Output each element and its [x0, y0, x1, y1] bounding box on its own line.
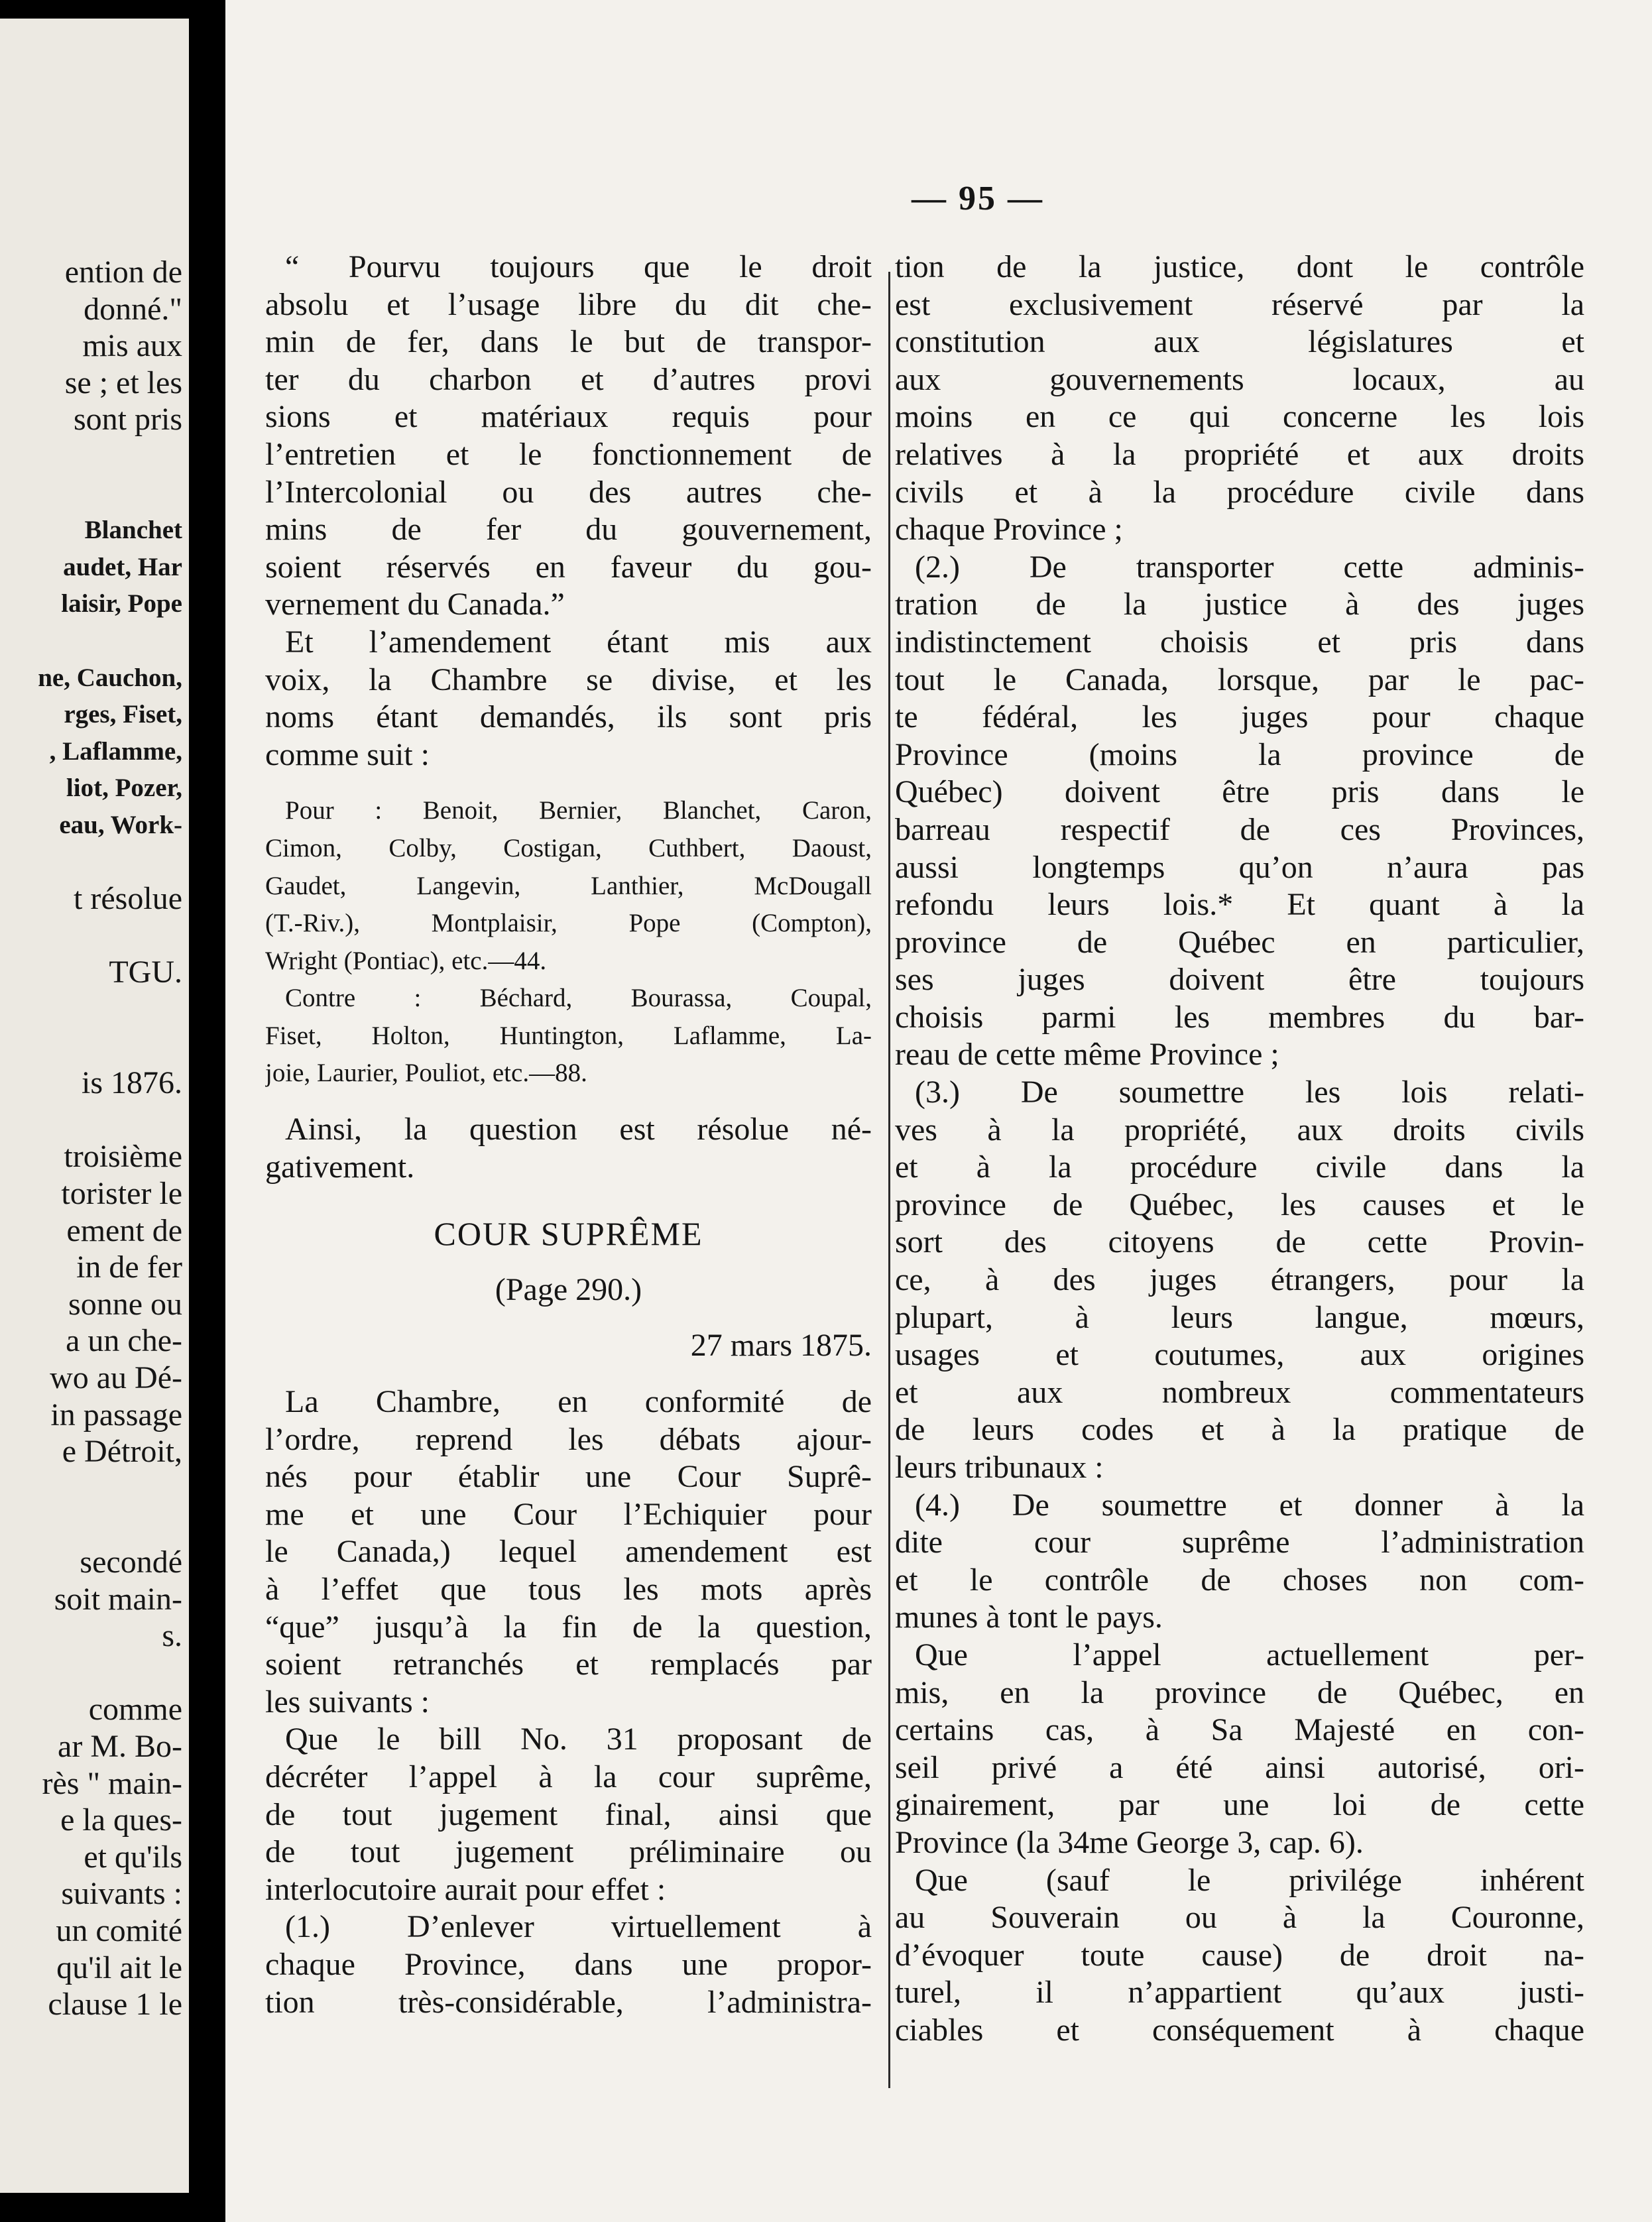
- text-line: ves à la propriété, aux droits civils: [895, 1112, 1584, 1147]
- fragment-line: soit main-: [54, 1581, 182, 1617]
- text-line: ce, à des juges étrangers, pour la: [895, 1262, 1584, 1298]
- text-line: (2.) De transporter cette adminis-: [915, 549, 1584, 585]
- text-line: aux gouvernements locaux, au: [895, 361, 1584, 397]
- text-line: indistinctement choisis et pris dans: [895, 624, 1584, 660]
- fragment-line: secondé: [80, 1545, 182, 1580]
- fragment-line: liot, Pozer,: [66, 774, 182, 803]
- text-line: tout le Canada, lorsque, par le pac-: [895, 662, 1584, 697]
- fragment-line: wo au Dé-: [50, 1360, 182, 1395]
- text-line: noms étant demandés, ils sont pris: [265, 699, 872, 735]
- text-line: décréter l’appel à la cour suprême,: [265, 1759, 872, 1794]
- fragment-line: sont pris: [73, 402, 182, 438]
- fragment-line: suivants :: [61, 1876, 182, 1912]
- text-line: tration de la justice à des juges: [895, 587, 1584, 622]
- text-line: Que le bill No. 31 proposant de: [285, 1722, 872, 1757]
- fragment-line: a un che-: [66, 1323, 182, 1359]
- text-line: nés pour établir une Cour Suprê-: [265, 1459, 872, 1495]
- text-line: ciables et conséquement à chaque: [895, 2012, 1584, 2048]
- text-line: ses juges doivent être toujours: [895, 962, 1584, 998]
- text-line: les suivants :: [265, 1684, 430, 1720]
- fragment-line: donné.": [84, 291, 182, 327]
- vote-line: (T.-Riv.), Montplaisir, Pope (Compton),: [265, 909, 872, 938]
- vote-line: Cimon, Colby, Costigan, Cuthbert, Daoust,: [265, 833, 872, 862]
- fragment-line: Blanchet: [84, 516, 182, 545]
- text-line: (4.) De soumettre et donner à la: [915, 1487, 1584, 1523]
- fragment-line: ne, Cauchon,: [38, 663, 182, 692]
- date-line: 27 mars 1875.: [690, 1328, 872, 1364]
- text-line: province de Québec en particulier,: [895, 924, 1584, 960]
- text-line: de tout jugement final, ainsi que: [265, 1796, 872, 1832]
- text-line: sions et matériaux requis pour: [265, 399, 872, 435]
- text-line: Province (la 34me George 3, cap. 6).: [895, 1824, 1364, 1860]
- facing-page-fragment: [0, 19, 189, 2193]
- text-line: mis, en la province de Québec, en: [895, 1674, 1584, 1710]
- fragment-line: sonne ou: [68, 1286, 182, 1322]
- text-line: relatives à la propriété et aux droits: [895, 436, 1584, 472]
- text-line: d’évoquer toute cause) de droit na-: [895, 1937, 1584, 1973]
- text-line: l’Intercolonial ou des autres che-: [265, 474, 872, 510]
- text-line: me et une Cour l’Echiquier pour: [265, 1496, 872, 1532]
- fragment-line: ar M. Bo-: [58, 1729, 182, 1764]
- text-line: sort des citoyens de cette Provin-: [895, 1224, 1584, 1260]
- vote-line: Contre : Béchard, Bourassa, Coupal,: [285, 984, 872, 1013]
- fragment-line: troisième: [64, 1139, 182, 1175]
- page-reference: (Page 290.): [495, 1271, 642, 1307]
- fragment-line: TGU.: [109, 955, 182, 990]
- text-line: dite cour suprême l’administration: [895, 1525, 1584, 1560]
- text-line: absolu et l’usage libre du dit che-: [265, 286, 872, 322]
- page: [225, 0, 1652, 2222]
- text-line: (1.) D’enlever virtuellement à: [285, 1909, 872, 1945]
- text-line: refondu leurs lois.* Et quant à la: [895, 887, 1584, 923]
- text-line: vernement du Canada.”: [265, 587, 565, 622]
- text-line: usages et coutumes, aux origines: [895, 1337, 1584, 1373]
- text-line: et le contrôle de choses non com-: [895, 1562, 1584, 1598]
- text-line: soient retranchés et remplacés par: [265, 1647, 872, 1682]
- vote-line: Pour : Benoit, Bernier, Blanchet, Caron,: [285, 796, 872, 825]
- text-line: tion très-considérable, l’administra-: [265, 1984, 872, 2020]
- text-line: Ainsi, la question est résolue né-: [285, 1112, 872, 1147]
- text-line: constitution aux législatures et: [895, 324, 1584, 360]
- text-line: reau de cette même Province ;: [895, 1037, 1279, 1073]
- text-line: Que l’appel actuellement per-: [915, 1637, 1584, 1672]
- fragment-line: in passage: [50, 1397, 182, 1433]
- vote-line: Fiset, Holton, Huntington, Laflamme, La-: [265, 1021, 872, 1050]
- text-line: aussi longtemps qu’on n’aura pas: [895, 849, 1584, 885]
- text-line: “ Pourvu toujours que le droit: [285, 249, 872, 284]
- text-line: voix, la Chambre se divise, et les: [265, 662, 872, 697]
- text-line: mins de fer du gouvernement,: [265, 512, 872, 548]
- text-line: choisis parmi les membres du bar-: [895, 999, 1584, 1035]
- fragment-line: ention de: [64, 255, 182, 290]
- text-line: barreau respectif de ces Provinces,: [895, 811, 1584, 847]
- text-line: province de Québec, les causes et le: [895, 1187, 1584, 1222]
- text-line: leurs tribunaux :: [895, 1450, 1104, 1485]
- text-line: et aux nombreux commentateurs: [895, 1374, 1584, 1410]
- fragment-line: rès " main-: [42, 1765, 182, 1801]
- column-divider: [888, 272, 890, 2088]
- vote-line: Wright (Pontiac), etc.—44.: [265, 946, 547, 975]
- text-line: au Souverain ou à la Couronne,: [895, 1900, 1584, 1936]
- fragment-line: torister le: [61, 1176, 182, 1211]
- text-line: tion de la justice, dont le contrôle: [895, 249, 1584, 284]
- text-line: seil privé a été ainsi autorisé, ori-: [895, 1749, 1584, 1785]
- fragment-line: un comité: [56, 1913, 182, 1948]
- fragment-line: se ; et les: [64, 365, 182, 400]
- text-line: civils et à la procédure civile dans: [895, 474, 1584, 510]
- text-line: comme suit :: [265, 736, 430, 772]
- text-line: l’entretien et le fonctionnement de: [265, 436, 872, 472]
- text-line: certains cas, à Sa Majesté en con-: [895, 1712, 1584, 1748]
- text-line: le Canada,) lequel amendement est: [265, 1534, 872, 1570]
- fragment-line: rges, Fiset,: [64, 700, 182, 729]
- text-line: (3.) De soumettre les lois relati-: [915, 1075, 1584, 1110]
- fragment-line: clause 1 le: [48, 1987, 182, 2022]
- text-line: et à la procédure civile dans la: [895, 1149, 1584, 1185]
- text-line: chaque Province, dans une propor-: [265, 1946, 872, 1982]
- fragment-line: comme: [88, 1692, 182, 1727]
- right-column: [895, 249, 1584, 2050]
- text-line: ginairement, par une loi de cette: [895, 1787, 1584, 1823]
- fragment-line: , Laflamme,: [49, 736, 182, 766]
- text-line: de leurs codes et à la pratique de: [895, 1412, 1584, 1448]
- section-heading: COUR SUPRÊME: [434, 1215, 703, 1253]
- text-line: plupart, à leurs langue, mœurs,: [895, 1299, 1584, 1335]
- text-line: munes à tont le pays.: [895, 1600, 1163, 1635]
- vote-line: joie, Laurier, Pouliot, etc.—88.: [265, 1059, 587, 1088]
- fragment-line: e Détroit,: [62, 1434, 182, 1470]
- text-line: Que (sauf le privilége inhérent: [915, 1862, 1584, 1898]
- text-line: min de fer, dans le but de transpor-: [265, 324, 872, 360]
- text-line: turel, il n’appartient qu’aux justi-: [895, 1975, 1584, 2011]
- text-line: La Chambre, en conformité de: [285, 1384, 872, 1420]
- text-line: Québec) doivent être pris dans le: [895, 774, 1584, 810]
- text-line: à l’effet que tous les mots après: [265, 1572, 872, 1607]
- fragment-line: is 1876.: [81, 1065, 182, 1101]
- text-line: moins en ce qui concerne les lois: [895, 399, 1584, 435]
- fragment-line: audet, Har: [63, 552, 182, 581]
- fragment-line: qu'il ait le: [56, 1950, 182, 1985]
- text-line: Province (moins la province de: [895, 736, 1584, 772]
- fragment-line: et qu'ils: [84, 1839, 182, 1875]
- fragment-line: e la ques-: [60, 1802, 182, 1838]
- text-line: soient réservés en faveur du gou-: [265, 549, 872, 585]
- fragment-line: t résolue: [74, 881, 182, 917]
- text-line: l’ordre, reprend les débats ajour-: [265, 1421, 872, 1457]
- text-line: te fédéral, les juges pour chaque: [895, 699, 1584, 735]
- fragment-line: in de fer: [76, 1250, 182, 1285]
- binding-gutter: [189, 0, 225, 2222]
- text-line: interlocutoire aurait pour effet :: [265, 1871, 666, 1907]
- left-column: [265, 249, 872, 2021]
- text-line: gativement.: [265, 1149, 415, 1185]
- fragment-line: s.: [162, 1618, 182, 1654]
- fragment-line: ement de: [66, 1212, 182, 1248]
- text-line: chaque Province ;: [895, 512, 1123, 548]
- fragment-line: laisir, Pope: [61, 589, 182, 618]
- fragment-line: mis aux: [82, 328, 182, 364]
- vote-line: Gaudet, Langevin, Lanthier, McDougall: [265, 871, 872, 900]
- text-line: Et l’amendement étant mis aux: [285, 624, 872, 660]
- text-line: est exclusivement réservé par la: [895, 286, 1584, 322]
- text-line: “que” jusqu’à la fin de la question,: [265, 1609, 872, 1645]
- text-line: ter du charbon et d’autres provi: [265, 361, 872, 397]
- text-line: de tout jugement préliminaire ou: [265, 1834, 872, 1870]
- fragment-line: eau, Work-: [59, 811, 182, 839]
- page-number: — 95 —: [912, 180, 1044, 217]
